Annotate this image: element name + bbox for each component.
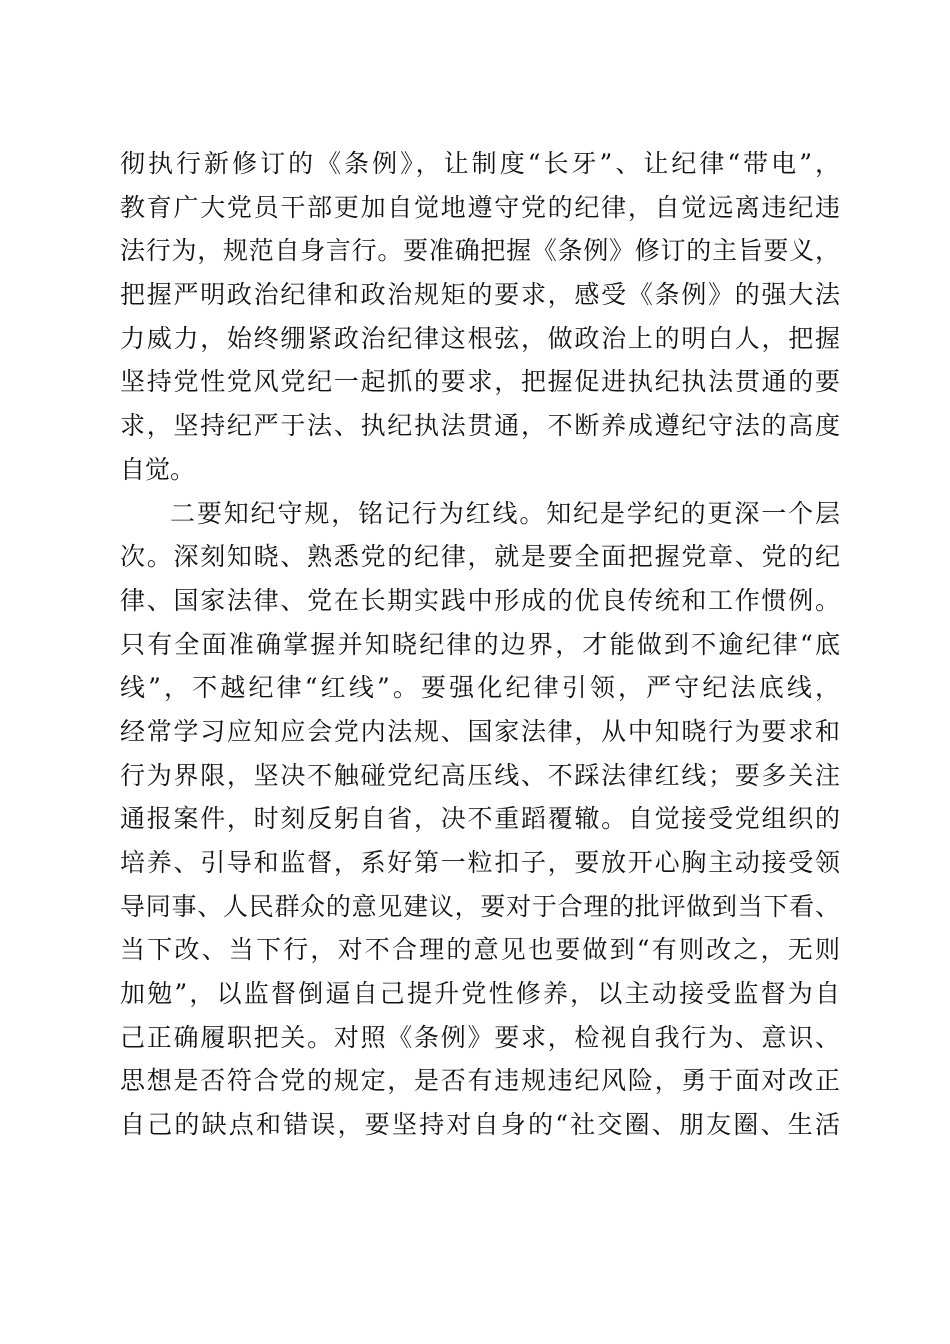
text-line: 律、国家法律、党在长期实践中形成的优良传统和工作惯例。 [120,585,840,615]
text-line: 线”，不越纪律“红线”。要强化纪律引领，严守纪法底线， [120,673,840,703]
text-line: 加勉”，以监督倒逼自己提升党性修养，以主动接受监督为自 [120,979,840,1009]
text-line: 行为界限，坚决不触碰党纪高压线、不踩法律红线；要多关注 [120,760,840,790]
text-line: 经常学习应知应会党内法规、国家法律，从中知晓行为要求和 [120,716,840,746]
text-line: 导同事、人民群众的意见建议，要对于合理的批评做到当下看、 [120,891,840,921]
paragraph-continuation [120,142,840,492]
text-line: 只有全面准确掌握并知晓纪律的边界，才能做到不逾纪律“底 [120,629,840,659]
text-line: 自觉。 [120,454,196,484]
text-line: 通报案件，时刻反躬自省，决不重蹈覆辙。自觉接受党组织的 [120,804,840,834]
document-body [120,142,840,1147]
text-line: 次。深刻知晓、熟悉党的纪律，就是要全面把握党章、党的纪 [120,542,840,572]
text-line: 求，坚持纪严于法、执纪执法贯通，不断养成遵纪守法的高度 [120,411,840,441]
text-line: 培养、引导和监督，系好第一粒扣子，要放开心胸主动接受领 [120,848,840,877]
paragraph-heading-line: 二要知纪守规，铭记行为红线。知纪是学纪的更深一个层 [170,498,840,528]
text-line: 当下改、当下行，对不合理的意见也要做到“有则改之，无则 [120,935,840,965]
text-line: 法行为，规范自身言行。要准确把握《条例》修订的主旨要义， [120,236,840,266]
text-line: 教育广大党员干部更加自觉地遵守党的纪律，自觉远离违纪违 [120,192,840,222]
text-line: 彻执行新修订的《条例》，让制度“长牙”、让纪律“带电”， [120,149,840,178]
text-line: 自己的缺点和错误，要坚持对自身的“社交圈、朋友圈、生活 [120,1110,840,1140]
text-line: 思想是否符合党的规定，是否有违规违纪风险，勇于面对改正 [120,1066,840,1096]
text-line: 己正确履职把关。对照《条例》要求，检视自我行为、意识、 [120,1022,840,1052]
paragraph-section-two [120,492,840,1147]
text-line: 力威力，始终绷紧政治纪律这根弦，做政治上的明白人，把握 [120,323,840,353]
text-line: 把握严明政治纪律和政治规矩的要求，感受《条例》的强大法 [120,280,840,310]
text-line: 坚持党性党风党纪一起抓的要求，把握促进执纪执法贯通的要 [120,367,840,397]
